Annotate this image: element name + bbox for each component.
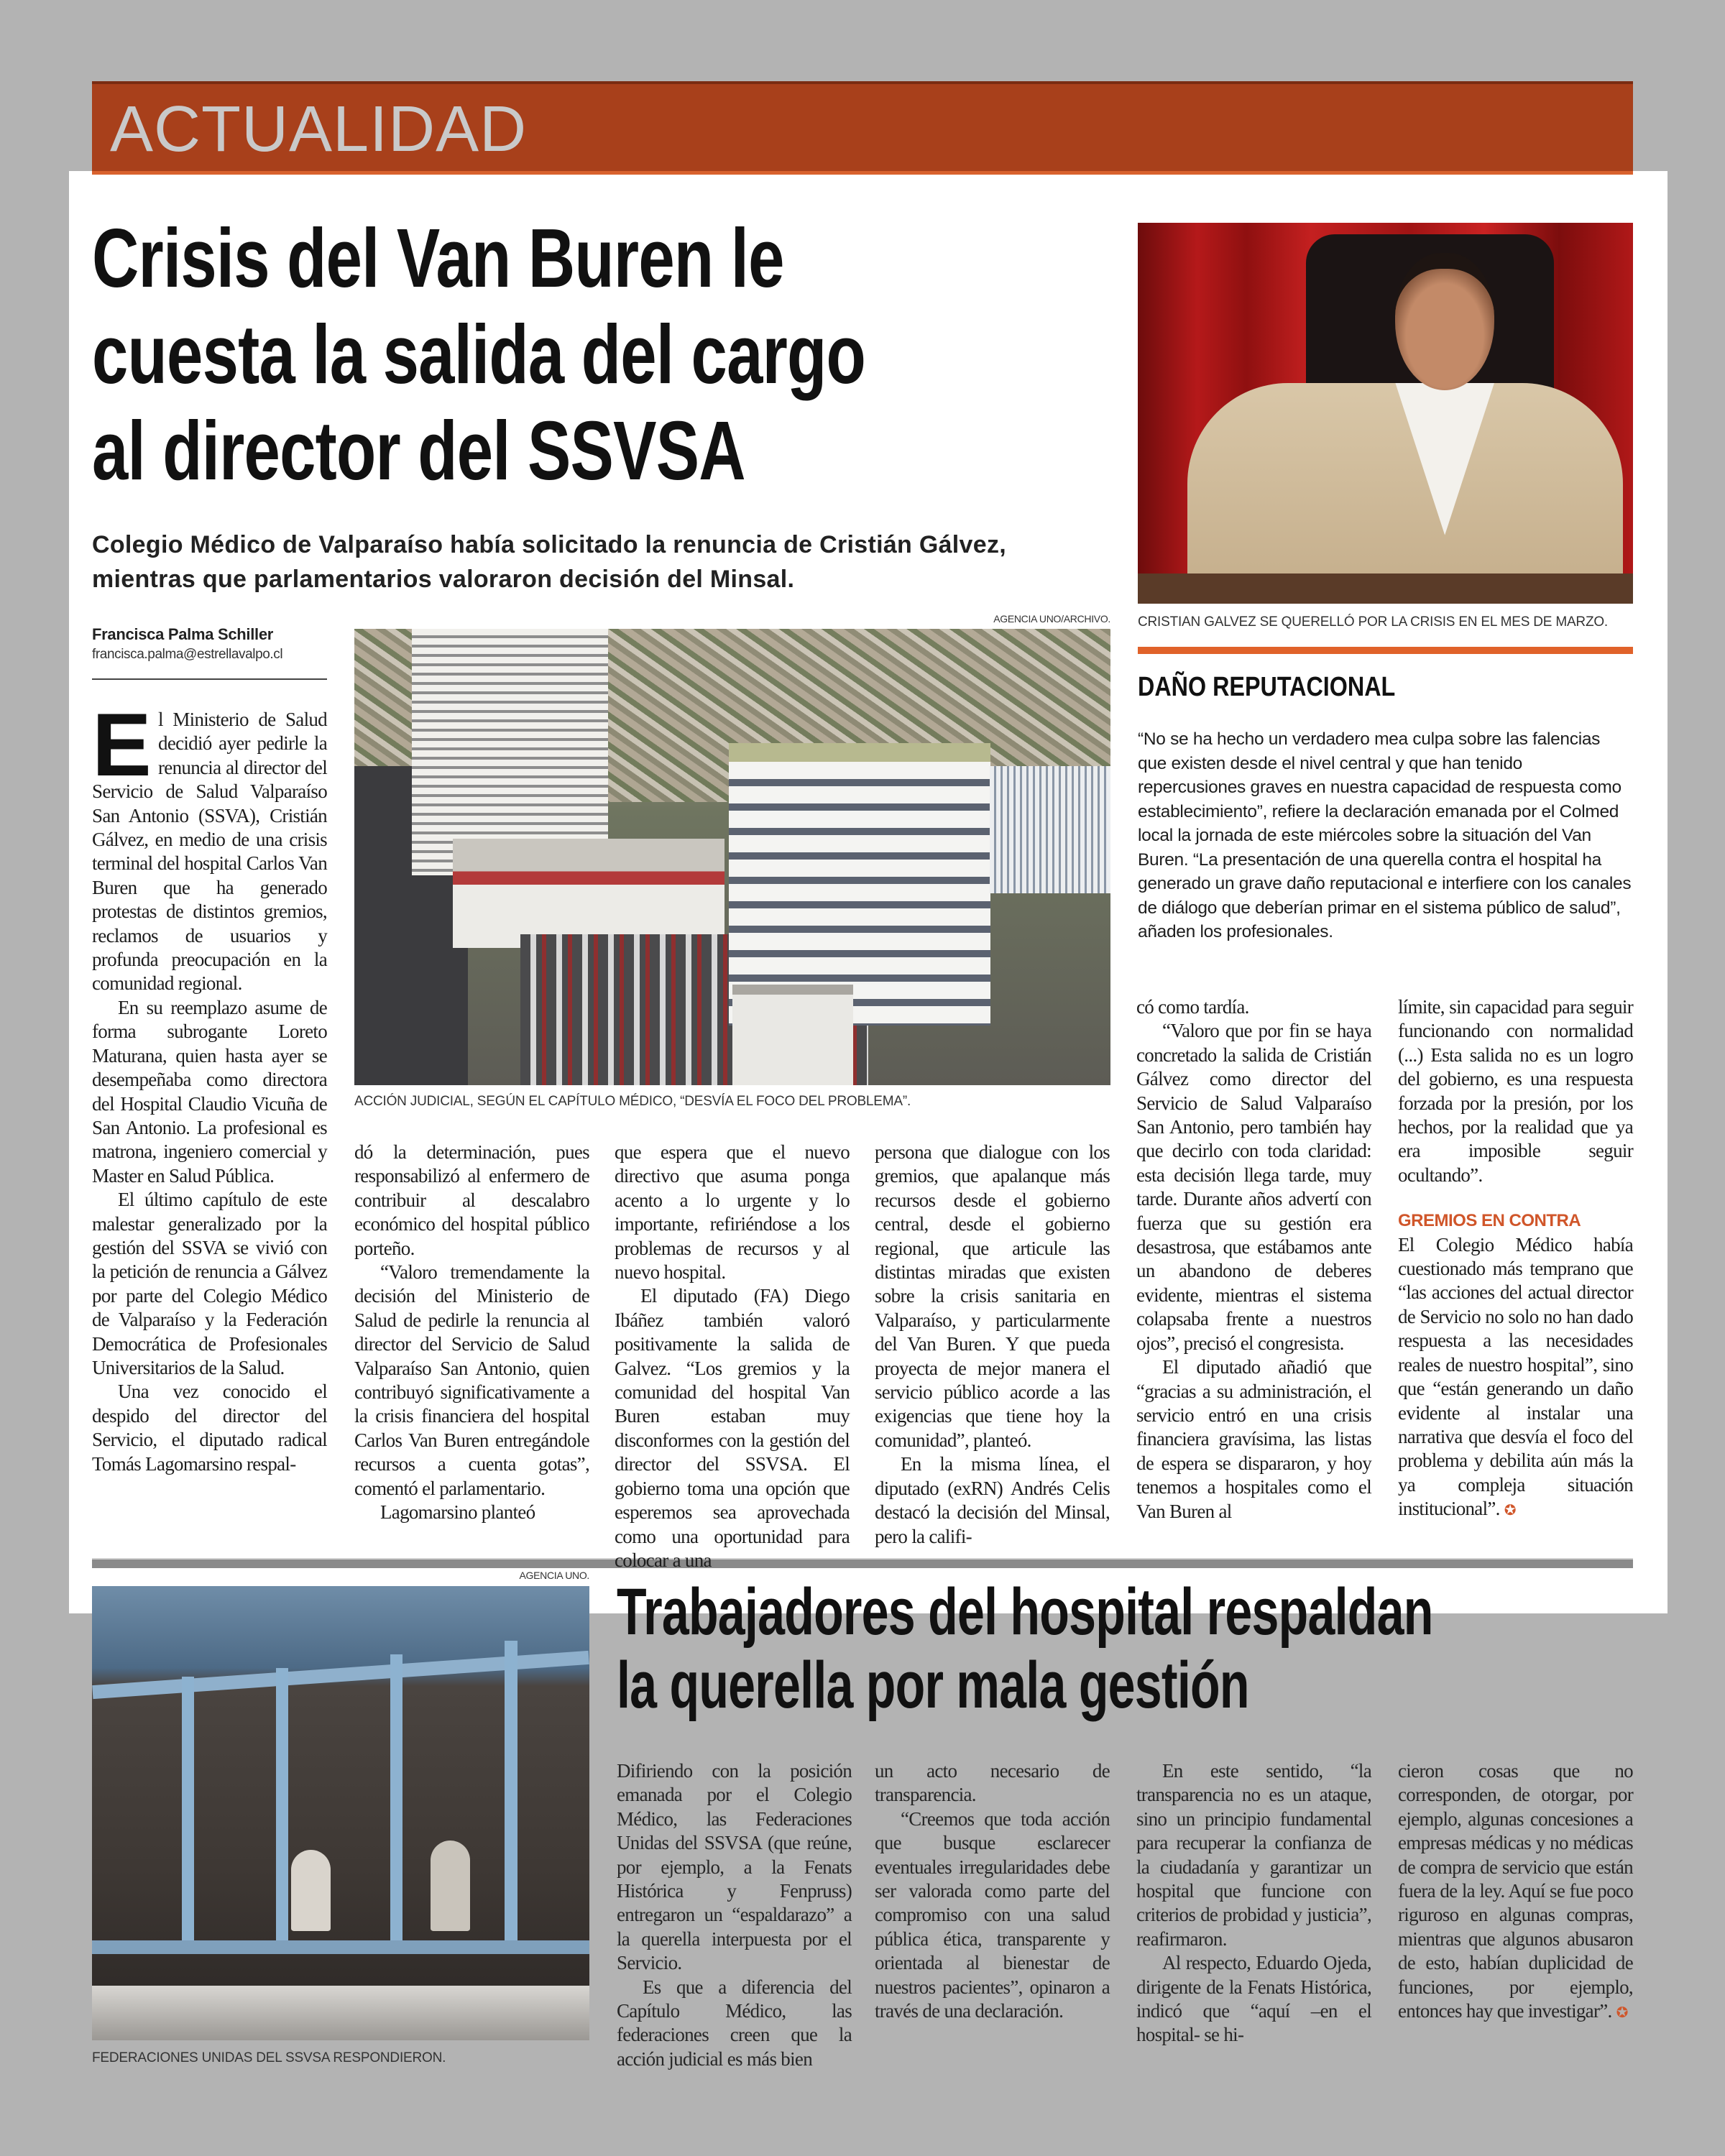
orange-divider (1138, 647, 1633, 654)
headline-line: Crisis del Van Buren le (92, 211, 784, 305)
paragraph: Difiriendo con la posición emanada por el Colegio Médico, las Federaciones Unidas del SSVSA (que reúne, por ejemplo, a la Fenats Histórica y Fenpruss) entregaron un “espaldarazo” a la querella interpuesta por el Servicio. (617, 1760, 852, 1974)
byline (92, 625, 327, 680)
paragraph: un acto necesario de transparencia. (875, 1760, 1110, 1806)
photo-caption: ACCIÓN JUDICIAL, SEGÚN EL CAPÍTULO MÉDICO, “DESVÍA EL FOCO DEL PROBLEMA”. (354, 1094, 911, 1109)
main-headline (92, 210, 865, 499)
paragraph: cieron cosas que no corresponden, de otorgar, por ejemplo, algunas concesiones a empresas médicas y no médicas de compra de servicio que están fuera de la ley. Aquí se fue poco riguroso en algunas compras, mientras que algunos abusaron de esto, habían duplicidad de funciones, por ejemplo, entonces hay que investigar”. (1398, 1760, 1633, 2022)
paragraph: “Valoro que por fin se haya concretado la salida de Cristián Gálvez como director del Servicio de Salud Valparaíso San Antonio, pero también hay que decirlo con toda claridad: esta decisión llega tarde, muy tarde. Durante años advertí con fuerza que su gestión era desastrosa, que estábamos ante un abandono de deberes evidente, mientras el sistema colapsaba frente a nuestros ojos”, precisó el congresista. (1136, 1020, 1371, 1354)
subheadline: Colegio Médico de Valparaíso había solicitado la renuncia de Cristián Gálvez, mientras que parlamentarios valoraron decisión del Minsal. (92, 531, 1007, 593)
paragraph: En su reemplazo asume de forma subrogante Loreto Maturana, quien hasta ayer se desempeñaba como directora del Hospital Claudio Vicuña de San Antonio. La profesional es matrona, ingeniero comercial y Master en Salud Pública. (92, 996, 327, 1187)
paragraph: Lagomarsino planteó (380, 1501, 535, 1524)
article-column-6 (1398, 995, 1633, 1523)
paragraph: En la misma línea, el diputado (exRN) Andrés Celis destacó la decisión del Minsal, pero la califi- (875, 1453, 1110, 1547)
low-building (453, 839, 725, 948)
headline-line: al director del SSVSA (92, 404, 745, 497)
paragraph: có como tardía. (1136, 996, 1249, 1018)
end-mark-icon: ✪ (1616, 2004, 1628, 2022)
worker-figure (291, 1850, 331, 1932)
person-jacket (1187, 383, 1623, 604)
end-mark-icon: ✪ (1504, 1501, 1516, 1519)
window-frame (505, 1641, 517, 1950)
window-frame (276, 1668, 288, 1950)
paragraph: “Creemos que toda acción que busque esclarecer eventuales irregularidades debe ser valorada como parte del compromiso con una salud pública ética, transparente y orientada al bienestar de nuestros pacientes”, opinaron a través de una declaración. (875, 1807, 1110, 2022)
author-name: Francisca Palma Schiller (92, 625, 274, 643)
headline-line: la querella por mala gestión (617, 1649, 1249, 1722)
window-frame (390, 1654, 402, 1950)
paragraph: Es que a diferencia del Capítulo Médico, las federaciones creen que la acción judicial es más bien (617, 1976, 852, 2070)
paragraph: que espera que el nuevo directivo que asuma ponga acento a lo urgente y lo importante, refiriéndose a los problemas de recursos y al nuevo hospital. (615, 1141, 850, 1284)
second-column-4 (1398, 1759, 1633, 2024)
second-column-3 (1136, 1759, 1371, 2047)
portrait-caption: CRISTIAN GALVEZ SE QUERELLÓ POR LA CRISIS EN EL MES DE MARZO. (1138, 614, 1609, 630)
window-frame (182, 1677, 194, 1949)
paragraph: límite, sin capacidad para seguir funcionando con normalidad (...) Esta salida no es un logro del gobierno, es una respuesta forzada por la presión, por los hechos, por la realidad que ya era imposible seguir ocultando”. (1398, 996, 1633, 1186)
person-head (1395, 253, 1494, 390)
author-email[interactable]: francisca.palma@estrellavalpo.cl (92, 647, 283, 662)
side-building (990, 766, 1110, 894)
annex-building (732, 985, 853, 1085)
sidebar-title: DAÑO REPUTACIONAL (1138, 672, 1396, 702)
section-title: ACTUALIDAD (110, 93, 528, 165)
second-headline (617, 1575, 1433, 1722)
photo-credit: AGENCIA UNO/ARCHIVO. (993, 613, 1110, 625)
worker-figure (431, 1841, 470, 1931)
hospital-workers-photo (92, 1586, 589, 2040)
paragraph: Una vez conocido el despido del director del Servicio, el diputado radical Tomás Lagomarsino respal- (92, 1381, 327, 1475)
subsection-heading: GREMIOS EN CONTRA (1398, 1211, 1581, 1231)
article-column-4 (875, 1141, 1110, 1549)
gray-divider (92, 1558, 1633, 1568)
second-column-1 (617, 1759, 852, 2071)
article-column-3 (615, 1141, 850, 1572)
section-header-bar (92, 81, 1633, 175)
paragraph: “Valoro tremendamente la decisión del Ministerio de Salud de pedirle la renuncia al director del Servicio de Salud Valparaíso San Antonio, quien contribuyó significativamente a la crisis financiera del hospital Carlos Van Buren entregándole recursos a cuenta gotas”, comentó el parlamentario. (354, 1261, 589, 1499)
paragraph: En este sentido, “la transparencia no es un ataque, sino un principio fundamental para recuperar la confianza de la ciudadanía y garantizar un hospital que funcione con criterios de probidad y justicia”, reafirmaron. (1136, 1760, 1371, 1950)
paragraph: l Ministerio de Salud decidió ayer pedirle la renuncia al director del Servicio de Salud Valparaíso San Antonio (SSVA), Cristián Gálvez, en medio de una crisis terminal del hospital Carlos Van Buren que ha generado protestas de distintos gremios, reclamos de usuarios y profunda preocupación en la comunidad regional. (92, 709, 327, 995)
balcony-band (92, 1986, 589, 2040)
paragraph: El último capítulo de este malestar generalizado por la gestión del SSVA se vivió con la petición de renuncia a Gálvez por parte del Colegio Médico de Valparaíso y la Federación Democrática de Profesionales Universitarios de la Salud. (92, 1189, 327, 1378)
paragraph: Al respecto, Eduardo Ojeda, dirigente de la Fenats Histórica, indicó que “aquí –en el hospital- se hi- (1136, 1952, 1371, 2046)
paragraph: persona que dialogue con los gremios, que apalanque más recursos desde el gobierno central, desde el gobierno regional, que articule las distintas miradas que existen sobre la crisis sanitaria en Valparaíso, y particularmente del Van Buren. Y que pueda proyecta de mejor manera el servicio público acorde a las exigencias que tiene hoy la comunidad”, planteó. (875, 1141, 1110, 1451)
article-column-2 (354, 1141, 589, 1525)
article-column-1 (92, 696, 327, 1476)
drop-cap: E (92, 696, 152, 795)
sidebar-text: “No se ha hecho un verdadero mea culpa sobre las falencias que existen desde el nivel central y que han tenido repercusiones graves en nuestra capacidad de respuesta como establecimiento”, refiere la declaración emanada por el Colmed local la jornada de este miércoles sobre la situación del Van Buren. “La presentación de una querella contra el hospital ha generado un grave daño reputacional e interfiere con los canales de diálogo que deberían primar en el sistema público de salud”, añaden los profesionales. (1138, 729, 1632, 941)
paragraph: El Colegio Médico había cuestionado más temprano que “las acciones del actual director de Servicio no solo no han dado respuesta a las necesidades reales de nuestro hospital”, sino que “están generando un daño evidente al instalar una narrativa que desvía el foco del problema y debilita aún más la ya compleja situación institucional”. (1398, 1233, 1633, 1520)
hospital-aerial-photo (354, 629, 1110, 1085)
article-column-5 (1136, 995, 1371, 1524)
second-column-2 (875, 1759, 1110, 2023)
hospital-building (729, 743, 990, 1026)
portrait-photo (1138, 223, 1633, 604)
desk (1138, 573, 1633, 604)
photo-caption: FEDERACIONES UNIDAS DEL SSVSA RESPONDIERON. (92, 2050, 446, 2065)
window-frame (92, 1940, 589, 1954)
photo-credit: AGENCIA UNO. (519, 1570, 589, 1581)
headline-line: Trabajadores del hospital respaldan (617, 1575, 1433, 1649)
paragraph: dó la determinación, pues responsabilizó al enfermero de contribuir al descalabro económico del hospital público porteño. (354, 1141, 589, 1259)
paragraph: El diputado (FA) Diego Ibáñez también valoró positivamente la salida de Galvez. “Los gremios y la comunidad del hospital Van Buren estaban muy disconformes con la gestión del director del SSVSA. El gobierno toma una opción que esperemos sea aprovechada como una oportunidad para colocar a una (615, 1285, 850, 1571)
paragraph: El diputado añadió que “gracias a su administración, el servicio entró en una crisis financiera gravísima, las listas de espera se dispararon, y hoy tenemos a hospitales como el Van Buren al (1136, 1356, 1371, 1522)
headline-line: cuesta la salida del cargo (92, 308, 866, 401)
